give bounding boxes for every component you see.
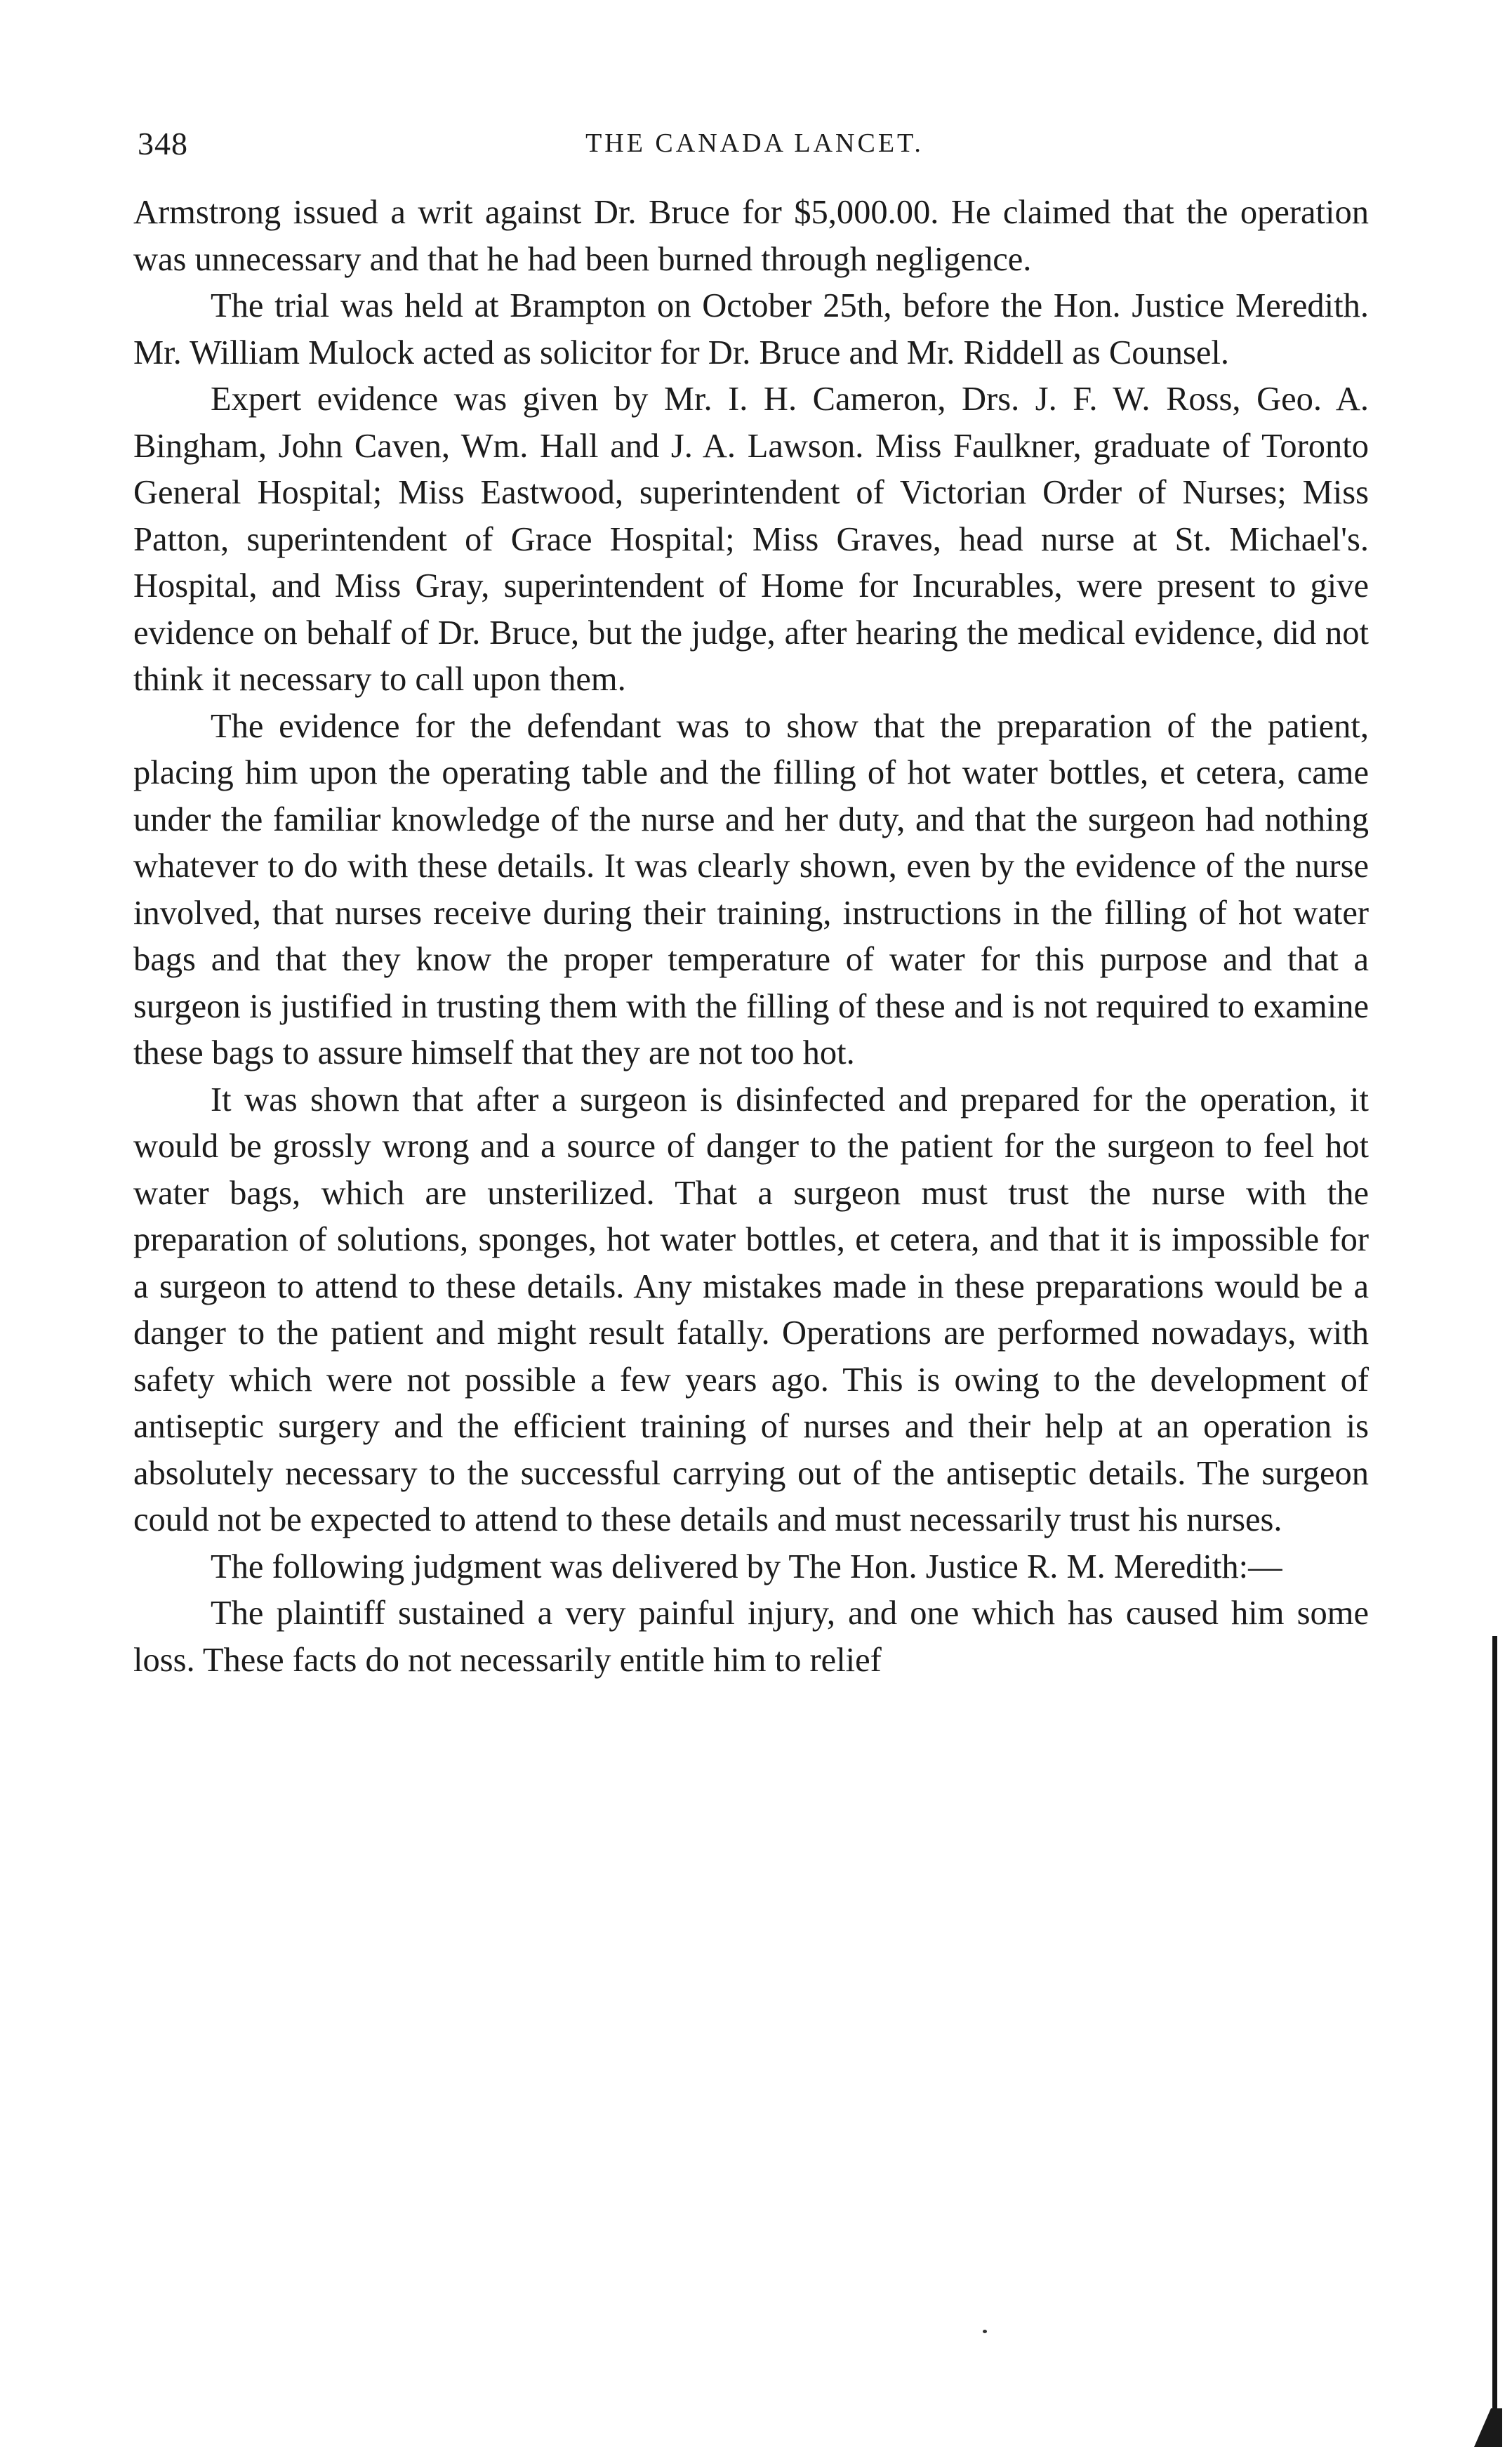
paragraph-trial: The trial was held at Brampton on October 25th, before the Hon. Justice Meredith. Mr. William Mulock acted as solicitor for Dr. Bruce and Mr. Riddell as Counsel. [133,287,1369,371]
paragraph-continuation: Armstrong issued a writ against Dr. Bruce for $5,000.00. He claimed that the operation was unnecessary and that he had been burned through negligence. [133,194,1369,278]
page-header [133,125,1376,174]
paragraph-judgment-text: The plaintiff sustained a very painful injury, and one which has caused him some loss. These facts do not necessarily entitle him to relief [133,1595,1369,1679]
paragraph-surgeon-disinfected: It was shown that after a surgeon is disinfected and prepared for the operation, it would be grossly wrong and a source of danger to the patient for the surgeon to feel hot water bags, which are unsterilized. That a surgeon must trust the nurse with the preparation of solutions, sponges, hot water bottles, et cetera, and that it is impossible for a surgeon to attend to these details. Any mistakes made in these preparations would be a danger to the patient and might result fatally. Operations are performed nowadays, with safety which were not possible a few years ago. This is owing to the development of antiseptic surgery and the efficient training of nurses and their help at an operation is absolutely necessary to the successful carrying out of the antiseptic details. The surgeon could not be expected to attend to these details and must necessarily trust his nurses. [133,1081,1369,1538]
running-head: THE CANADA LANCET. [585,128,924,158]
page-number: 348 [138,126,188,161]
page-edge-foot [1474,2408,1502,2447]
page-edge-shadow [1492,1636,1497,2436]
scan-speck [983,2330,987,2333]
paragraph-expert-evidence: Expert evidence was given by Mr. I. H. Cameron, Drs. J. F. W. Ross, Geo. A. Bingham, John Caven, Wm. Hall and J. A. Lawson. Miss Faulkner, graduate of Toronto General Hospital; Miss Eastwood, superintendent of Victorian Order of Nurses; Miss Patton, superintendent of Grace Hospital; Miss Graves, head nurse at St. Michael's. Hospital, and Miss Gray, superintendent of Home for Incurables, were present to give evidence on behalf of Dr. Bruce, but the judge, after hearing the medical evidence, did not think it necessary to call upon them. [133,381,1369,698]
paragraph-judgment-intro: The following judgment was delivered by The Hon. Justice R. M. Meredith:— [211,1548,1282,1585]
body-text [133,190,1369,1684]
paragraph-defendant-evidence: The evidence for the defendant was to show that the preparation of the patient, placing him upon the operating table and the filling of hot water bottles, et cetera, came under the familiar knowledge of the nurse and her duty, and that the surgeon had nothing whatever to do with these details. It was clearly shown, even by the evidence of the nurse involved, that nurses receive during their training, instructions in the filling of hot water bags and that they know the proper temperature of water for this purpose and that a surgeon is justified in trusting them with the filling of these and is not required to examine these bags to assure himself that they are not too hot. [133,707,1369,1071]
